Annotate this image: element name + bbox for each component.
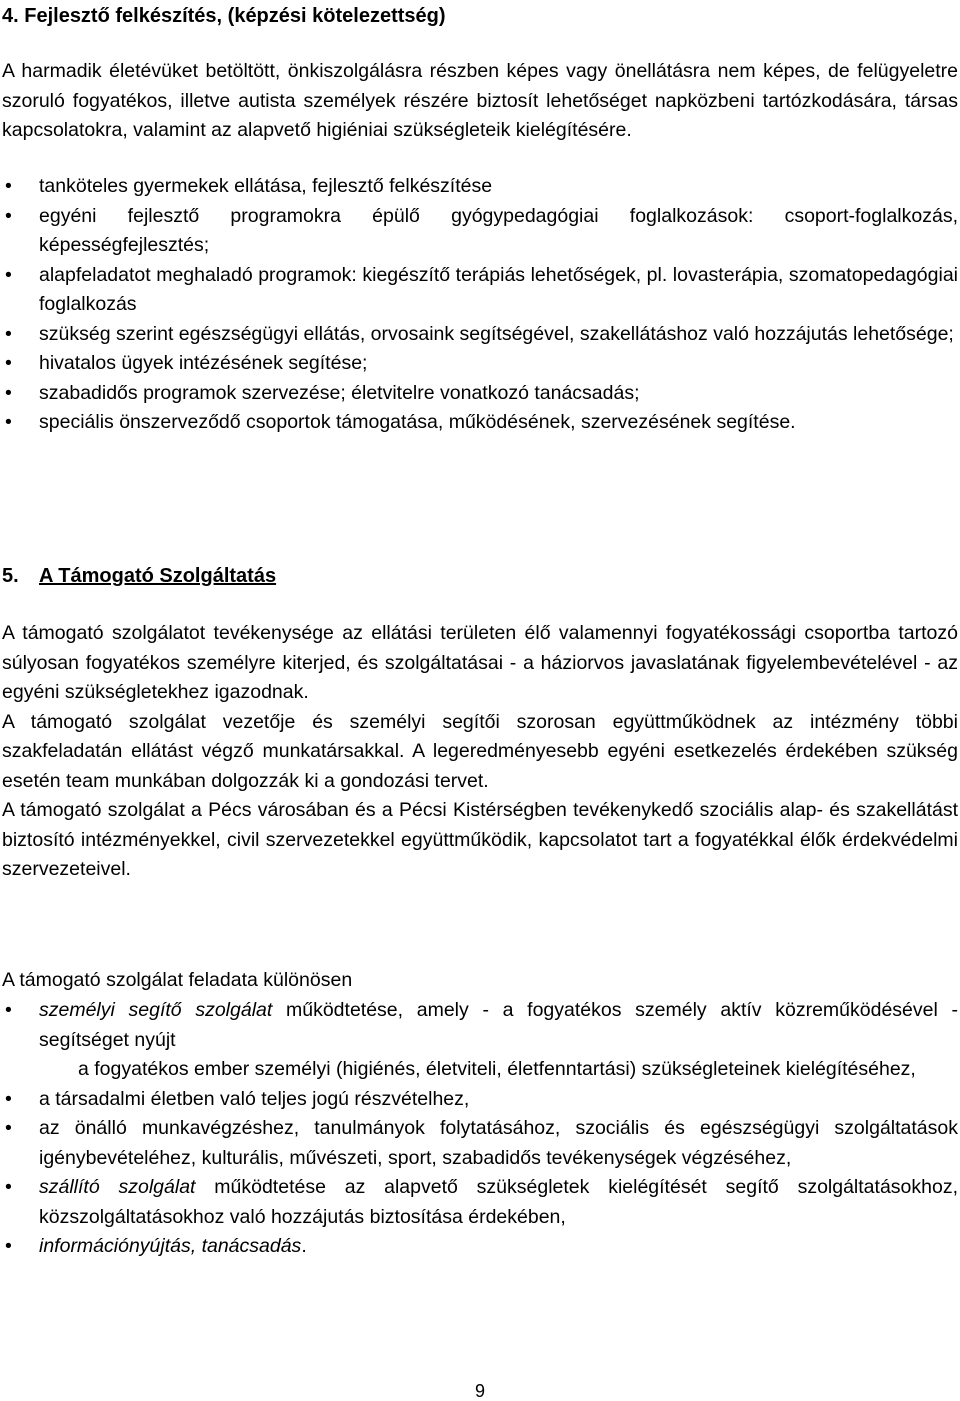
page-number: 9 [474, 1381, 485, 1401]
bullet-icon: • [5, 263, 12, 286]
list-item: • szabadidős programok szervezése; életvitelre vonatkozó tanácsadás; [2, 379, 958, 409]
bullet-icon: • [5, 1087, 12, 1110]
list-item: • alapfeladatot meghaladó programok: kiegészítő terápiás lehetőségek, pl. lovasterápia, szomatopedagógiai foglalkozás [2, 261, 958, 320]
bullet-icon: • [5, 1176, 12, 1198]
section-4-list [2, 172, 958, 438]
bullet-icon: • [5, 411, 12, 433]
tasks-intro: A támogató szolgálat feladata különösen [2, 969, 353, 991]
list-item: • egyéni fejlesztő programokra épülő gyógypedagógiai foglalkozások: csoport-foglalkozás, képességfejlesztés; [2, 202, 958, 261]
bullet-icon: • [5, 322, 12, 345]
sub-item: a fogyatékos ember személyi (higiénés, életviteli, életfenntartási) szükségleteinek kielégítéséhez, [78, 1058, 916, 1080]
bullet-icon: • [5, 381, 12, 404]
section-4-heading: 4. Fejlesztő felkészítés, (képzési kötelezettség) [2, 5, 446, 27]
section-5-heading [2, 562, 276, 591]
bullet-icon: • [5, 175, 12, 197]
list-item: • tanköteles gyermekek ellátása, fejlesztő felkészítése [2, 172, 958, 202]
list-item: • hivatalos ügyek intézésének segítése; [2, 349, 958, 379]
list-item: • az önálló munkavégzéshez, tanulmányok folytatásához, szociális és egészségügyi szolgáltatások igénybevételéhez, kulturális, művészeti, sport, szabadidős tevékenységek végzéséhez, [2, 1114, 958, 1173]
bullet-icon: • [5, 1235, 12, 1257]
bullet-icon: • [5, 999, 12, 1021]
list-item: • szükség szerint egészségügyi ellátás, orvosaink segítségével, szakellátáshoz való hozzájutás lehetősége; [2, 320, 958, 350]
section-5-number: 5. [2, 565, 19, 587]
list-item: • szállító szolgálat működtetése az alapvető szükségletek kielégítését segítő szolgáltatásokhoz, közszolgáltatásokhoz való hozzájutás biztosítása érdekében, [2, 1173, 958, 1232]
list-item: • információnyújtás, tanácsadás. [2, 1232, 958, 1262]
list-item: • a társadalmi életben való teljes jogú részvételhez, [2, 1085, 958, 1115]
paragraph: A támogató szolgálat vezetője és személyi segítői szorosan együttműködnek az intézmény többi szakfeladatán ellátást végző munkatársakkal. A legeredményesebb egyéni esetkezelés érdekében szükség esetén team munkában dolgozzák ki a gondozási tervet. [2, 710, 958, 792]
bullet-icon: • [5, 352, 12, 374]
bullet-icon: • [5, 1117, 12, 1139]
list-item: • személyi segítő szolgálat működtetése, amely - a fogyatékos személy aktív közreműködésével - segítséget nyújt a fogyatékos ember személyi (higiénés, életviteli, életfenntartási) szükségleteinek kielégítéséhez, [2, 996, 958, 1085]
paragraph: A támogató szolgálat a Pécs városában és a Pécsi Kistérségben tevékenykedő szociális alap- és szakellátást biztosító intézményekkel, civil szervezetekkel együttműködik, kapcsolatot tart a fogyatékkal élők érdekvédelmi szervezeteivel. [2, 799, 958, 880]
section-5-title: A Támogató Szolgáltatás [39, 565, 277, 587]
section-5-body [2, 619, 958, 885]
section-4-intro: A harmadik életévüket betöltött, önkiszolgálásra részben képes vagy önellátásra nem képes, de felügyeletre szoruló fogyatékos, illetve autista személyek részére biztosít lehetőséget napközbeni tartózkodására, társas kapcsolatokra, valamint az alapvető higiéniai szükségleteik kielégítésére. [2, 60, 958, 141]
list-item: • speciális önszerveződő csoportok támogatása, működésének, szervezésének segítése. [2, 408, 958, 438]
paragraph: A támogató szolgálatot tevékenysége az ellátási területen élő valamennyi fogyatékossági csoportba tartozó súlyosan fogyatékos személyre kiterjed, és szolgáltatásai - a háziorvos javaslatának figyelembevételével - az egyéni szükségletekhez igazodnak. [2, 622, 958, 703]
tasks-list [2, 996, 958, 1262]
bullet-icon: • [5, 204, 12, 227]
